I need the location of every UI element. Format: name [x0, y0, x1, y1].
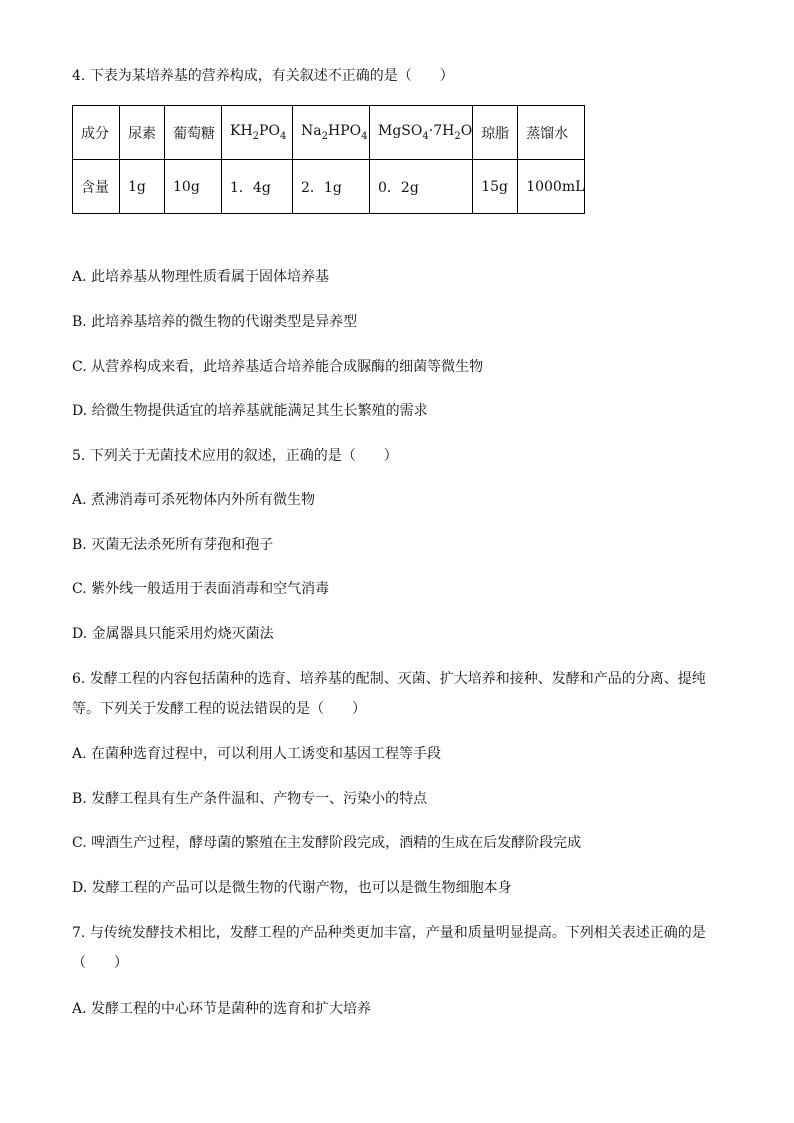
table-cell: $MgSO_4\cdot 7H_2O$ — [370, 106, 473, 160]
question-6-option-c: C. 啤酒生产过程，酵母菌的繁殖在主发酵阶段完成，酒精的生成在后发酵阶段完成 — [72, 835, 582, 851]
question-6-stem-line1: 6. 发酵工程的内容包括菌种的选育、培养基的配制、灭菌、扩大培养和接种、发酵和产品的分离、提纯 — [72, 671, 706, 687]
table-cell: $Na_2HPO_4$ — [293, 106, 370, 160]
table-cell: 尿素 — [120, 106, 165, 160]
nutrient-table — [72, 105, 585, 214]
question-6-stem-line2: 等。下列关于发酵工程的说法错误的是（ ） — [72, 701, 366, 717]
question-6-option-a: A. 在菌种选育过程中，可以利用人工诱变和基因工程等手段 — [72, 746, 442, 762]
table-row — [73, 106, 585, 160]
question-7-option-a: A. 发酵工程的中心环节是菌种的选育和扩大培养 — [72, 1001, 372, 1017]
question-7-stem-line1: 7. 与传统发酵技术相比，发酵工程的产品种类更加丰富，产量和质量明显提高。下列相关表述正确的是 — [72, 925, 706, 941]
table-row — [73, 160, 585, 214]
question-7-stem-line2: （ ） — [72, 955, 128, 971]
table-cell: 1000mL — [518, 160, 585, 214]
table-cell: 0．2g — [370, 160, 473, 214]
question-5-option-a: A. 煮沸消毒可杀死物体内外所有微生物 — [72, 492, 316, 508]
question-4-option-c: C. 从营养构成来看，此培养基适合培养能合成脲酶的细菌等微生物 — [72, 359, 484, 375]
question-5-option-d: D. 金属器具只能采用灼烧灭菌法 — [72, 626, 274, 642]
table-cell: 成分 — [73, 106, 120, 160]
table-cell: 葡萄糖 — [165, 106, 222, 160]
table-cell: 10g — [165, 160, 222, 214]
question-4-stem: 4. 下表为某培养基的营养构成，有关叙述不正确的是（ ） — [72, 68, 454, 84]
table-cell: 琼脂 — [473, 106, 518, 160]
table-cell: 含量 — [73, 160, 120, 214]
question-4-option-a: A. 此培养基从物理性质看属于固体培养基 — [72, 269, 330, 285]
table-cell: 1．4g — [222, 160, 293, 214]
question-5-stem: 5. 下列关于无菌技术应用的叙述，正确的是（ ） — [72, 448, 398, 464]
table-cell: 2．1g — [293, 160, 370, 214]
question-6-option-d: D. 发酵工程的产品可以是微生物的代谢产物，也可以是微生物细胞本身 — [72, 880, 512, 896]
question-4-option-d: D. 给微生物提供适宜的培养基就能满足其生长繁殖的需求 — [72, 403, 428, 419]
table-cell: 蒸馏水 — [518, 106, 585, 160]
question-5-option-c: C. 紫外线一般适用于表面消毒和空气消毒 — [72, 581, 330, 597]
question-6-option-b: B. 发酵工程具有生产条件温和、产物专一、污染小的特点 — [72, 791, 428, 807]
table-cell: 15g — [473, 160, 518, 214]
table-cell: $KH_2PO_4$ — [222, 106, 293, 160]
table-cell: 1g — [120, 160, 165, 214]
question-5-option-b: B. 灭菌无法杀死所有芽孢和孢子 — [72, 537, 274, 553]
question-4-option-b: B. 此培养基培养的微生物的代谢类型是异养型 — [72, 314, 358, 330]
